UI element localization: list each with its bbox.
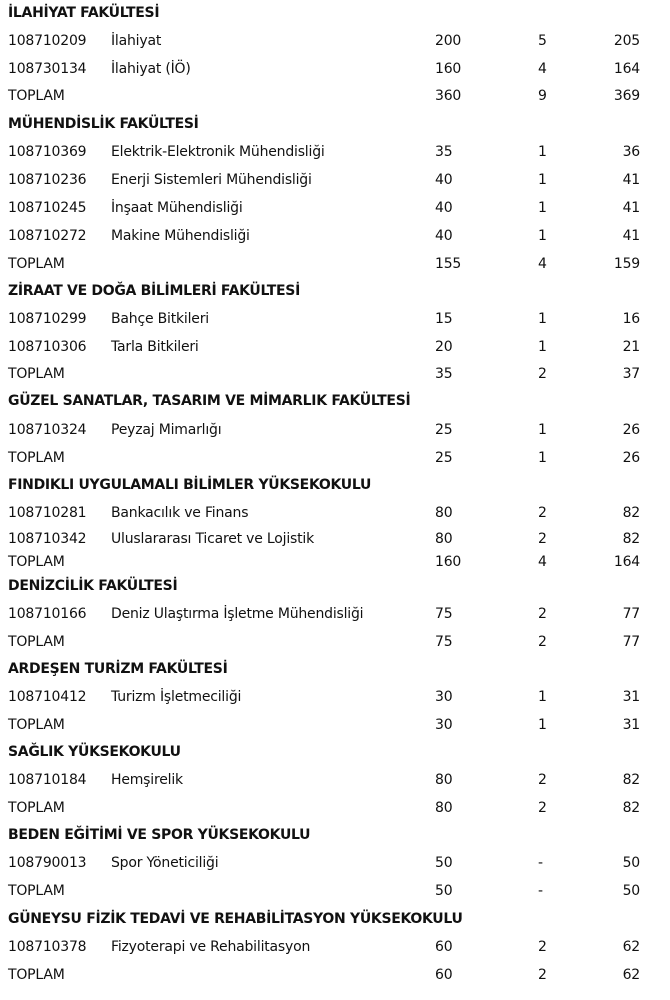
section-header	[0, 472, 670, 496]
program-code: 108730134	[8, 61, 87, 77]
program-name: Elektrik-Elektronik Mühendisliği	[111, 144, 325, 160]
extra-quota-value: 4	[538, 61, 547, 77]
summary-total: 31	[622, 717, 640, 733]
summary-total: 77	[622, 634, 640, 650]
quota-value: 25	[435, 422, 453, 438]
program-name: Bahçe Bitkileri	[111, 311, 209, 327]
summary-row	[0, 445, 670, 469]
summary-extra: 2	[538, 967, 547, 983]
program-name: Uluslararası Ticaret ve Lojistik	[111, 531, 314, 547]
program-name: Deniz Ulaştırma İşletme Mühendisliği	[111, 606, 364, 622]
table-row	[0, 223, 670, 247]
summary-total: 159	[613, 256, 640, 272]
program-name: İlahiyat	[111, 33, 162, 49]
summary-label: TOPLAM	[8, 967, 65, 983]
program-code: 108710166	[8, 606, 87, 622]
total-value: 21	[622, 339, 640, 355]
program-name: Tarla Bitkileri	[111, 339, 199, 355]
quota-value: 60	[435, 939, 453, 955]
extra-quota-value: 2	[538, 606, 547, 622]
summary-row	[0, 712, 670, 736]
extra-quota-value: 1	[538, 311, 547, 327]
summary-label: TOPLAM	[8, 717, 65, 733]
extra-quota-value: 1	[538, 200, 547, 216]
total-value: 41	[622, 228, 640, 244]
summary-quota: 75	[435, 634, 453, 650]
summary-total: 369	[613, 88, 640, 104]
summary-label: TOPLAM	[8, 554, 65, 570]
program-code: 108710299	[8, 311, 87, 327]
summary-extra: 2	[538, 800, 547, 816]
total-value: 205	[613, 33, 640, 49]
quota-value: 30	[435, 689, 453, 705]
table-row	[0, 850, 670, 874]
section-title: GÜZEL SANATLAR, TASARIM VE MİMARLIK FAKÜLTESİ	[8, 393, 411, 409]
quota-value: 40	[435, 172, 453, 188]
table-row	[0, 306, 670, 330]
summary-quota: 160	[435, 554, 462, 570]
program-code: 108710378	[8, 939, 87, 955]
table-row	[0, 500, 670, 524]
summary-total: 26	[622, 450, 640, 466]
extra-quota-value: 2	[538, 505, 547, 521]
program-name: Fizyoterapi ve Rehabilitasyon	[111, 939, 311, 955]
summary-extra: 1	[538, 450, 547, 466]
table-row	[0, 195, 670, 219]
total-value: 82	[622, 505, 640, 521]
total-value: 82	[622, 772, 640, 788]
section-title: DENİZCİLİK FAKÜLTESİ	[8, 578, 178, 594]
section-title: BEDEN EĞİTİMİ VE SPOR YÜKSEKOKULU	[8, 827, 311, 843]
program-code: 108710369	[8, 144, 87, 160]
quota-value: 160	[435, 61, 462, 77]
summary-extra: 9	[538, 88, 547, 104]
total-value: 31	[622, 689, 640, 705]
program-code: 108710412	[8, 689, 87, 705]
extra-quota-value: 2	[538, 939, 547, 955]
total-value: 41	[622, 172, 640, 188]
summary-label: TOPLAM	[8, 800, 65, 816]
quota-value: 80	[435, 505, 453, 521]
section-title: GÜNEYSU FİZİK TEDAVİ VE REHABİLİTASYON YÜKSEKOKULU	[8, 911, 463, 927]
extra-quota-value: 1	[538, 422, 547, 438]
table-row	[0, 767, 670, 791]
quota-value: 15	[435, 311, 453, 327]
quota-value: 35	[435, 144, 453, 160]
quota-value: 80	[435, 772, 453, 788]
section-title: ARDEŞEN TURİZM FAKÜLTESİ	[8, 661, 228, 677]
extra-quota-value: -	[538, 855, 543, 871]
summary-total: 62	[622, 967, 640, 983]
extra-quota-value: 1	[538, 339, 547, 355]
total-value: 77	[622, 606, 640, 622]
summary-quota: 30	[435, 717, 453, 733]
summary-total: 50	[622, 883, 640, 899]
summary-row	[0, 962, 670, 986]
extra-quota-value: 1	[538, 689, 547, 705]
program-name: İlahiyat (İÖ)	[111, 61, 191, 77]
program-name: Enerji Sistemleri Mühendisliği	[111, 172, 312, 188]
table-row	[0, 934, 670, 958]
summary-quota: 25	[435, 450, 453, 466]
summary-label: TOPLAM	[8, 883, 65, 899]
quota-value: 40	[435, 228, 453, 244]
table-row	[0, 526, 670, 550]
summary-extra: 2	[538, 634, 547, 650]
program-name: İnşaat Mühendisliği	[111, 200, 243, 216]
total-value: 41	[622, 200, 640, 216]
program-code: 108710272	[8, 228, 87, 244]
quota-value: 40	[435, 200, 453, 216]
summary-row	[0, 83, 670, 107]
extra-quota-value: 5	[538, 33, 547, 49]
summary-row	[0, 629, 670, 653]
program-code: 108710236	[8, 172, 87, 188]
total-value: 26	[622, 422, 640, 438]
total-value: 50	[622, 855, 640, 871]
summary-label: TOPLAM	[8, 366, 65, 382]
table-row	[0, 334, 670, 358]
extra-quota-value: 2	[538, 531, 547, 547]
table-row	[0, 56, 670, 80]
program-code: 108710281	[8, 505, 87, 521]
section-title: ZİRAAT VE DOĞA BİLİMLERİ FAKÜLTESİ	[8, 283, 301, 299]
summary-total: 37	[622, 366, 640, 382]
summary-extra: 4	[538, 554, 547, 570]
summary-extra: 4	[538, 256, 547, 272]
section-header	[0, 573, 670, 597]
summary-row	[0, 878, 670, 902]
total-value: 16	[622, 311, 640, 327]
summary-quota: 360	[435, 88, 462, 104]
program-name: Makine Mühendisliği	[111, 228, 250, 244]
summary-extra: -	[538, 883, 543, 899]
program-code: 108790013	[8, 855, 87, 871]
quota-value: 80	[435, 531, 453, 547]
extra-quota-value: 2	[538, 772, 547, 788]
program-name: Peyzaj Mimarlığı	[111, 422, 222, 438]
summary-row	[0, 795, 670, 819]
summary-total: 82	[622, 800, 640, 816]
summary-quota: 155	[435, 256, 462, 272]
section-title: MÜHENDİSLİK FAKÜLTESİ	[8, 116, 199, 132]
table-row	[0, 601, 670, 625]
section-header	[0, 656, 670, 680]
summary-label: TOPLAM	[8, 634, 65, 650]
program-code: 108710324	[8, 422, 87, 438]
program-code: 108710184	[8, 772, 87, 788]
section-header	[0, 111, 670, 135]
table-row	[0, 684, 670, 708]
program-name: Turizm İşletmeciliği	[111, 689, 242, 705]
program-code: 108710209	[8, 33, 87, 49]
summary-label: TOPLAM	[8, 450, 65, 466]
program-name: Spor Yöneticiliği	[111, 855, 219, 871]
summary-quota: 60	[435, 967, 453, 983]
quota-value: 75	[435, 606, 453, 622]
summary-row	[0, 549, 670, 573]
summary-quota: 80	[435, 800, 453, 816]
section-header	[0, 822, 670, 846]
section-header	[0, 739, 670, 763]
summary-quota: 50	[435, 883, 453, 899]
section-header	[0, 278, 670, 302]
table-row	[0, 139, 670, 163]
quota-value: 50	[435, 855, 453, 871]
section-header	[0, 0, 670, 24]
extra-quota-value: 1	[538, 144, 547, 160]
summary-label: TOPLAM	[8, 256, 65, 272]
program-code: 108710306	[8, 339, 87, 355]
program-name: Bankacılık ve Finans	[111, 505, 249, 521]
total-value: 82	[622, 531, 640, 547]
summary-row	[0, 251, 670, 275]
summary-extra: 2	[538, 366, 547, 382]
quota-value: 20	[435, 339, 453, 355]
quota-value: 200	[435, 33, 462, 49]
summary-total: 164	[613, 554, 640, 570]
program-name: Hemşirelik	[111, 772, 183, 788]
summary-label: TOPLAM	[8, 88, 65, 104]
section-header	[0, 906, 670, 930]
summary-extra: 1	[538, 717, 547, 733]
extra-quota-value: 1	[538, 228, 547, 244]
section-title: İLAHİYAT FAKÜLTESİ	[8, 5, 160, 21]
program-code: 108710342	[8, 531, 87, 547]
table-row	[0, 167, 670, 191]
table-row	[0, 417, 670, 441]
total-value: 62	[622, 939, 640, 955]
total-value: 36	[622, 144, 640, 160]
extra-quota-value: 1	[538, 172, 547, 188]
section-title: SAĞLIK YÜKSEKOKULU	[8, 744, 181, 760]
table-row	[0, 28, 670, 52]
summary-quota: 35	[435, 366, 453, 382]
section-header	[0, 388, 670, 412]
section-title: FINDIKLI UYGULAMALI BİLİMLER YÜKSEKOKULU	[8, 477, 372, 493]
summary-row	[0, 361, 670, 385]
program-code: 108710245	[8, 200, 87, 216]
total-value: 164	[613, 61, 640, 77]
